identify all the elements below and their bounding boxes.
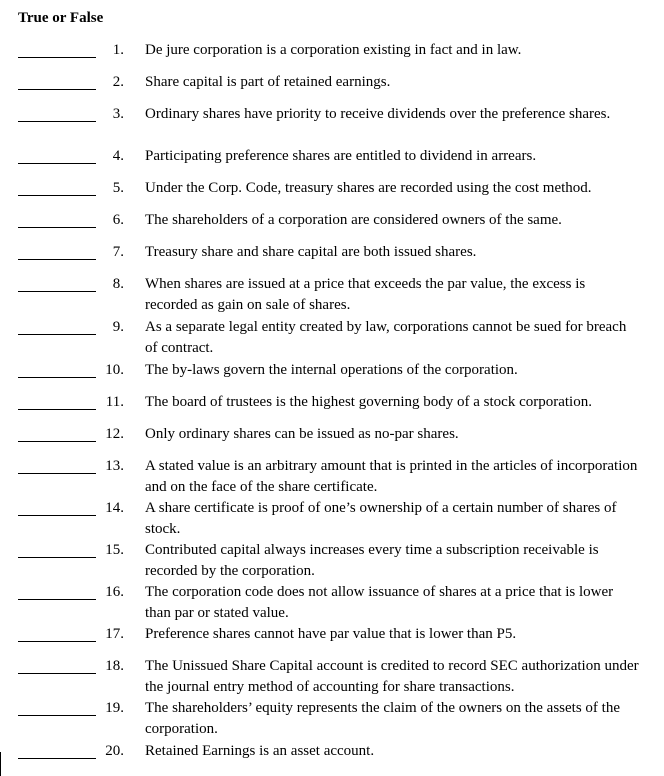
question-number: 15. [105, 542, 124, 558]
question-text: Under the Corp. Code, treasury shares are recorded using the cost method. [145, 180, 592, 196]
answer-blank[interactable] [18, 473, 96, 474]
question-number: 18. [105, 658, 124, 674]
question-number: 4. [112, 148, 124, 164]
answer-blank[interactable] [18, 163, 96, 164]
answer-blank[interactable] [18, 377, 96, 378]
answer-blank[interactable] [18, 715, 96, 716]
question-text: Treasury share and share capital are both issued shares. [145, 244, 477, 260]
question-number: 17. [105, 626, 124, 642]
question-text: Preference shares cannot have par value that is lower than P5. [145, 626, 517, 642]
question-number: 12. [105, 426, 124, 442]
question-number: 2. [112, 74, 124, 90]
question-number: 7. [112, 244, 124, 260]
answer-blank[interactable] [18, 291, 96, 292]
question-number: 5. [112, 180, 124, 196]
answer-blank[interactable] [18, 673, 96, 674]
answer-blank[interactable] [18, 57, 96, 58]
answer-blank[interactable] [18, 334, 96, 335]
question-text: Ordinary shares have priority to receive dividends over the preference shares. [145, 106, 611, 122]
question-text: As a separate legal entity created by law, corporations cannot be sued for breach of contract. [145, 319, 627, 356]
question-text: The shareholders of a corporation are considered owners of the same. [145, 212, 562, 228]
question-text: Retained Earnings is an asset account. [145, 743, 375, 759]
answer-blank[interactable] [18, 259, 96, 260]
answer-blank[interactable] [18, 195, 96, 196]
question-text: De jure corporation is a corporation existing in fact and in law. [145, 42, 522, 58]
answer-blank[interactable] [18, 121, 96, 122]
answer-blank[interactable] [18, 227, 96, 228]
question-number: 8. [112, 276, 124, 292]
answer-blank[interactable] [18, 557, 96, 558]
question-number: 19. [105, 700, 124, 716]
question-text: Participating preference shares are entitled to dividend in arrears. [145, 148, 537, 164]
answer-blank[interactable] [18, 758, 96, 759]
answer-blank[interactable] [18, 599, 96, 600]
question-text: Only ordinary shares can be issued as no-par shares. [145, 426, 459, 442]
question-number: 1. [112, 42, 124, 58]
question-number: 3. [112, 106, 124, 122]
question-text: The by-laws govern the internal operations of the corporation. [145, 362, 518, 378]
question-number: 9. [112, 319, 124, 335]
answer-blank[interactable] [18, 441, 96, 442]
answer-blank[interactable] [18, 515, 96, 516]
question-text: Share capital is part of retained earnings. [145, 74, 391, 90]
question-text: The Unissued Share Capital account is credited to record SEC authorization under the journal entry method of accounting for share transactions. [145, 658, 639, 695]
question-text: When shares are issued at a price that exceeds the par value, the excess is recorded as gain on sale of shares. [145, 276, 586, 313]
question-text: A stated value is an arbitrary amount that is printed in the articles of incorporation and on the face of the share certificate. [145, 458, 638, 495]
question-number: 20. [105, 743, 124, 759]
answer-blank[interactable] [18, 409, 96, 410]
question-text: The corporation code does not allow issuance of shares at a price that is lower than par or stated value. [145, 584, 614, 621]
question-text: Contributed capital always increases every time a subscription receivable is recorded by the corporation. [145, 542, 599, 579]
question-number: 14. [105, 500, 124, 516]
question-text: A share certificate is proof of one’s ownership of a certain number of shares of stock. [145, 500, 617, 537]
question-number: 16. [105, 584, 124, 600]
answer-blank[interactable] [18, 89, 96, 90]
question-number: 13. [105, 458, 124, 474]
question-number: 11. [105, 394, 124, 410]
page-title: True or False [18, 10, 104, 26]
question-text: The shareholders’ equity represents the claim of the owners on the assets of the corporation. [145, 700, 620, 737]
question-number: 10. [105, 362, 124, 378]
answer-blank[interactable] [18, 641, 96, 642]
question-text: The board of trustees is the highest governing body of a stock corporation. [145, 394, 592, 410]
page-edge-line [0, 752, 1, 776]
question-number: 6. [112, 212, 124, 228]
